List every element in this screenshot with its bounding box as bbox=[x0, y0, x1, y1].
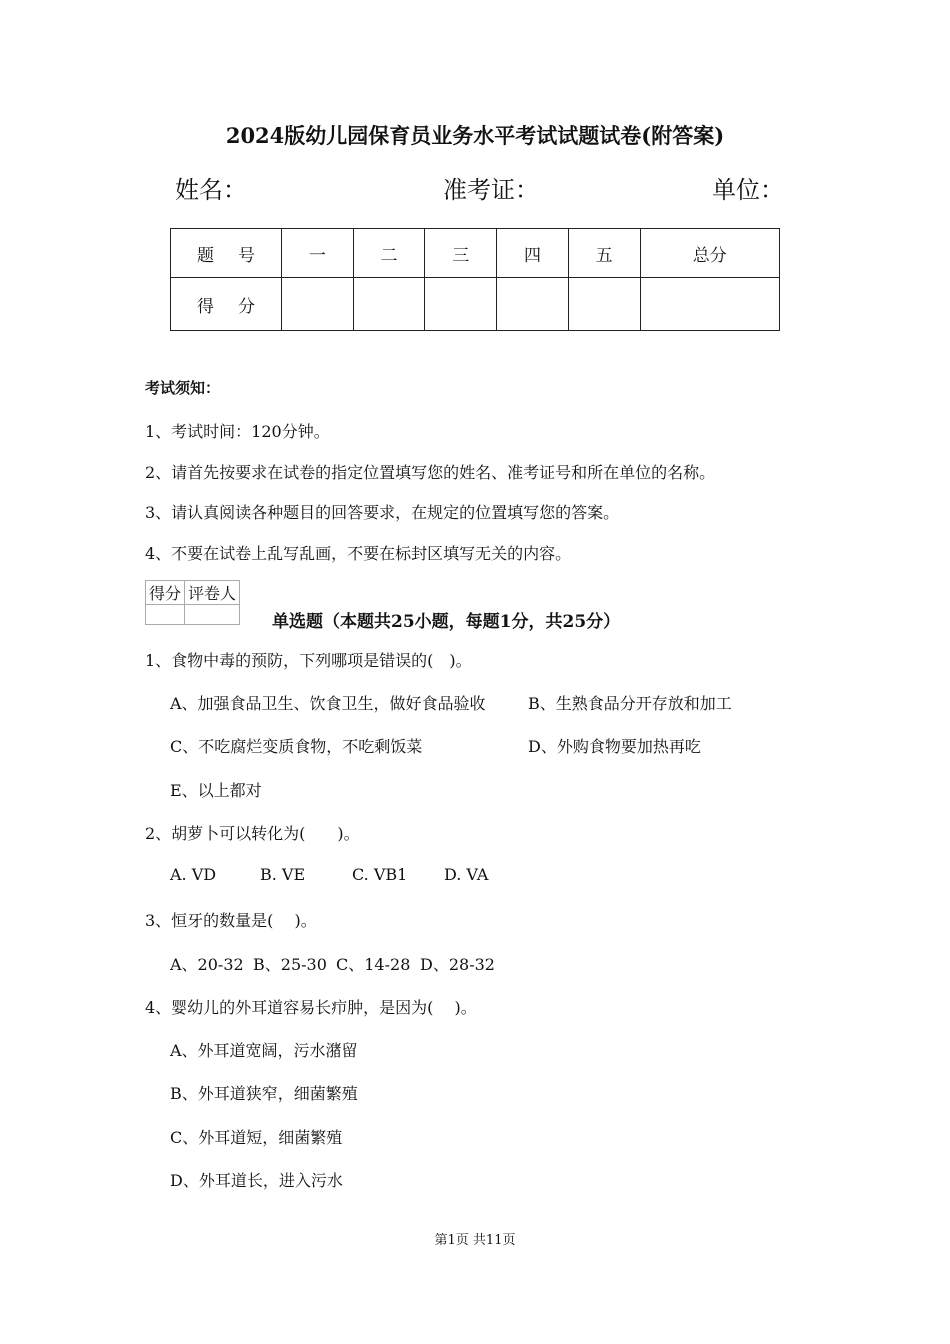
question-stem: 3、恒牙的数量是( )。 bbox=[145, 911, 317, 930]
notice-item: 2、请首先按要求在试卷的指定位置填写您的姓名、准考证号和所在单位的名称。 bbox=[145, 463, 716, 482]
document-title: 2024版幼儿园保育员业务水平考试试题试卷(附答案) bbox=[225, 123, 725, 148]
notice-heading: 考试须知： bbox=[145, 379, 221, 397]
score-column-1: 一 bbox=[282, 229, 354, 278]
exam-id-field-label: 准考证： bbox=[443, 176, 539, 204]
grader-score-cell[interactable] bbox=[146, 605, 185, 625]
option-a[interactable]: A. VD bbox=[170, 865, 217, 884]
score-column-3: 三 bbox=[425, 229, 497, 278]
notice-item: 4、不要在试卷上乱写乱画，不要在标封区填写无关的内容。 bbox=[145, 544, 572, 563]
option-b[interactable]: B、生熟食品分开存放和加工 bbox=[528, 694, 732, 713]
score-column-total: 总分 bbox=[640, 229, 779, 278]
question-number-label: 题号 bbox=[171, 229, 282, 278]
score-cell-total[interactable] bbox=[640, 278, 779, 331]
score-row-label: 得分 bbox=[171, 278, 282, 331]
unit-field-label: 单位： bbox=[712, 176, 784, 204]
question-stem: 4、婴幼儿的外耳道容易长疖肿，是因为( )。 bbox=[145, 998, 477, 1017]
score-cell-3[interactable] bbox=[425, 278, 497, 331]
page-footer: 第1页 共11页 bbox=[434, 1233, 516, 1248]
option-c[interactable]: C. VB1 bbox=[352, 865, 408, 884]
score-cell-2[interactable] bbox=[353, 278, 425, 331]
option-e[interactable]: E、以上都对 bbox=[170, 781, 262, 800]
option-d[interactable]: D. VA bbox=[444, 865, 489, 884]
option-a[interactable]: A、外耳道宽阔，污水潴留 bbox=[170, 1041, 358, 1060]
score-cell-5[interactable] bbox=[568, 278, 640, 331]
score-column-5: 五 bbox=[568, 229, 640, 278]
option-b[interactable]: B、25-30 bbox=[253, 955, 327, 974]
question-stem: 1、食物中毒的预防，下列哪项是错误的( )。 bbox=[145, 651, 472, 670]
section-title: 单选题（本题共25小题，每题1分，共25分） bbox=[272, 612, 621, 632]
option-d[interactable]: D、外耳道长，进入污水 bbox=[170, 1171, 343, 1190]
grader-reviewer-label: 评卷人 bbox=[185, 581, 240, 605]
grader-reviewer-cell[interactable] bbox=[185, 605, 240, 625]
grader-box bbox=[145, 580, 240, 625]
option-a[interactable]: A、加强食品卫生、饮食卫生，做好食品验收 bbox=[170, 694, 486, 713]
option-d[interactable]: D、28-32 bbox=[420, 955, 495, 974]
score-column-4: 四 bbox=[497, 229, 569, 278]
option-c[interactable]: C、14-28 bbox=[336, 955, 411, 974]
question-stem: 2、胡萝卜可以转化为( )。 bbox=[145, 824, 360, 843]
notice-item: 3、请认真阅读各种题目的回答要求，在规定的位置填写您的答案。 bbox=[145, 503, 620, 522]
score-cell-1[interactable] bbox=[282, 278, 354, 331]
option-b[interactable]: B、外耳道狭窄，细菌繁殖 bbox=[170, 1084, 358, 1103]
score-table-header-row bbox=[171, 229, 780, 278]
score-column-2: 二 bbox=[353, 229, 425, 278]
score-table bbox=[170, 228, 780, 331]
grader-score-label: 得分 bbox=[146, 581, 185, 605]
score-cell-4[interactable] bbox=[497, 278, 569, 331]
option-d[interactable]: D、外购食物要加热再吃 bbox=[528, 737, 701, 756]
option-a[interactable]: A、20-32 bbox=[170, 955, 244, 974]
name-field-label: 姓名： bbox=[175, 176, 247, 204]
option-b[interactable]: B. VE bbox=[260, 865, 306, 884]
option-c[interactable]: C、外耳道短，细菌繁殖 bbox=[170, 1128, 343, 1147]
score-table-score-row bbox=[171, 278, 780, 331]
notice-item: 1、考试时间：120分钟。 bbox=[145, 422, 330, 441]
option-c[interactable]: C、不吃腐烂变质食物，不吃剩饭菜 bbox=[170, 737, 423, 756]
